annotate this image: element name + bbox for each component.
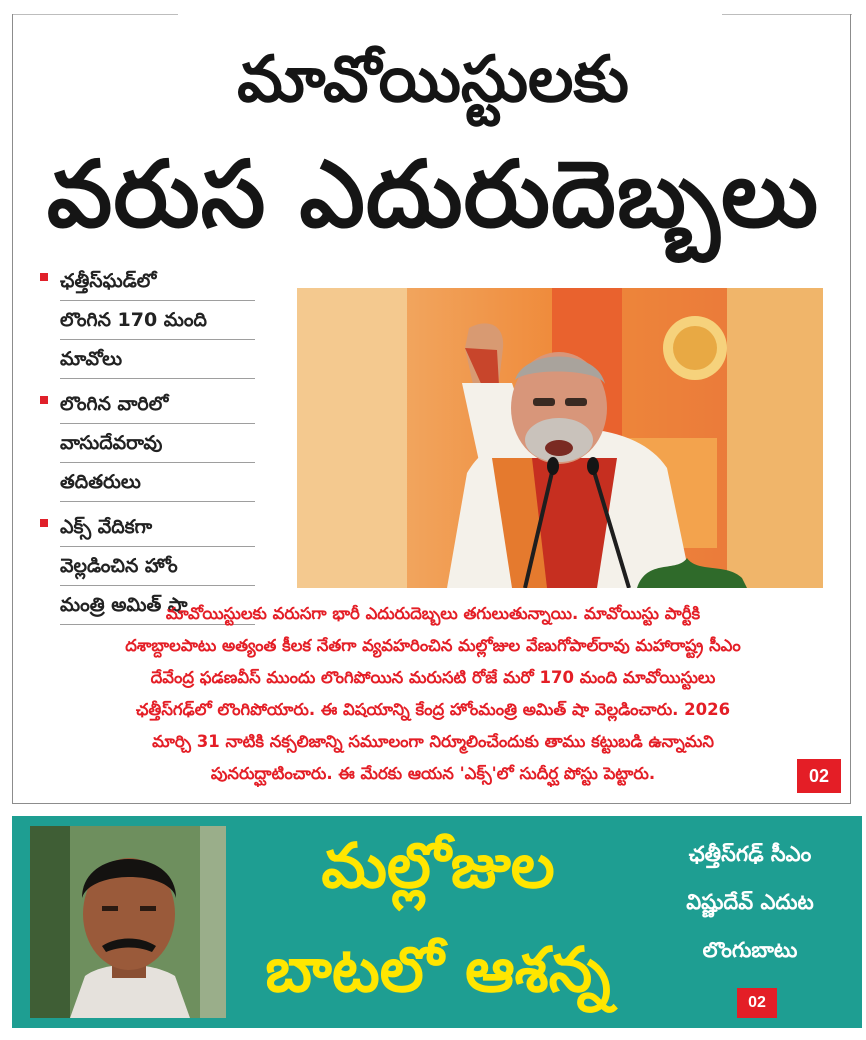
- headline-line1: మావోయిస్టులకు: [237, 43, 629, 117]
- article-line: పునరుద్ఘాటించారు. ఈ మేరకు ఆయన 'ఎక్స్'లో సుదీర్ఘ పోస్టు పెట్టారు.: [210, 764, 656, 783]
- article-line: మావోయిస్టులకు వరుసగా భారీ ఎదురుదెబ్బలు తగులుతున్నాయి. మావోయిస్టు పార్టీకి: [165, 604, 701, 623]
- article-line: దశాబ్దాలపాటు అత్యంత కీలక నేతగా వ్యవహరించిన మల్లోజుల వేణుగోపాల్‌రావు మహారాష్ట్ర సీఎం: [125, 636, 741, 655]
- article-body: [20, 598, 846, 790]
- side-text-line: ఛత్తీస్‌గఢ్ సీఎం: [688, 842, 812, 866]
- bullet-square-icon: [40, 273, 48, 281]
- highlight-item: [38, 262, 288, 379]
- banner-title-line1: మల్లోజుల: [321, 829, 555, 902]
- portrait-photo: [30, 826, 226, 1018]
- highlight-line: వాసుదేవరావు: [60, 424, 255, 463]
- speaker-photo: [297, 288, 823, 588]
- highlights-list: [38, 262, 288, 631]
- bullet-square-icon: [40, 519, 48, 527]
- banner-side-text: [650, 830, 850, 974]
- side-text-line: విష్ణుదేవ్ ఎదుట: [686, 890, 814, 914]
- highlight-line: ఎక్స్ వేదికగా: [60, 508, 255, 547]
- highlight-line: ఛత్తీస్‌ఘడ్‌లో: [60, 262, 255, 301]
- headline-line2: వరుస ఎదురుదెబ్బలు: [46, 141, 820, 248]
- highlight-line: లొంగిన 170 మంది: [60, 301, 255, 340]
- article-line: మార్చి 31 నాటికి నక్సలిజాన్ని సమూలంగా నిర్మూలించేందుకు తాము కట్టుబడి ఉన్నామని: [152, 732, 714, 751]
- side-text-line: లొంగుబాటు: [702, 938, 798, 962]
- highlight-line: మంత్రి అమిత్ షా: [60, 586, 255, 625]
- article-line: దేవేంద్ర ఫడణవీస్ ముందు లొంగిపోయిన మరుసటి రోజే మరో 170 మంది మావోయిస్టులు: [150, 668, 716, 687]
- page-reference-badge[interactable]: 02: [737, 988, 777, 1018]
- banner-title-line2: బాటలో ఆశన్న: [265, 933, 611, 1006]
- highlight-item: [38, 385, 288, 502]
- highlight-line: వెల్లడించిన హోం: [60, 547, 255, 586]
- highlight-line: మావోలు: [60, 340, 255, 379]
- article-line: ఛత్తీస్‌గఢ్‌లో లొంగిపోయారు. ఈ విషయాన్ని కేంద్ర హోంమంత్రి అమిత్ షా వెల్లడించారు. 2026: [135, 700, 731, 719]
- page-reference-badge[interactable]: 02: [797, 759, 841, 793]
- bullet-square-icon: [40, 396, 48, 404]
- highlight-line: లొంగిన వారిలో: [60, 385, 255, 424]
- highlight-line: తదితరులు: [60, 463, 255, 502]
